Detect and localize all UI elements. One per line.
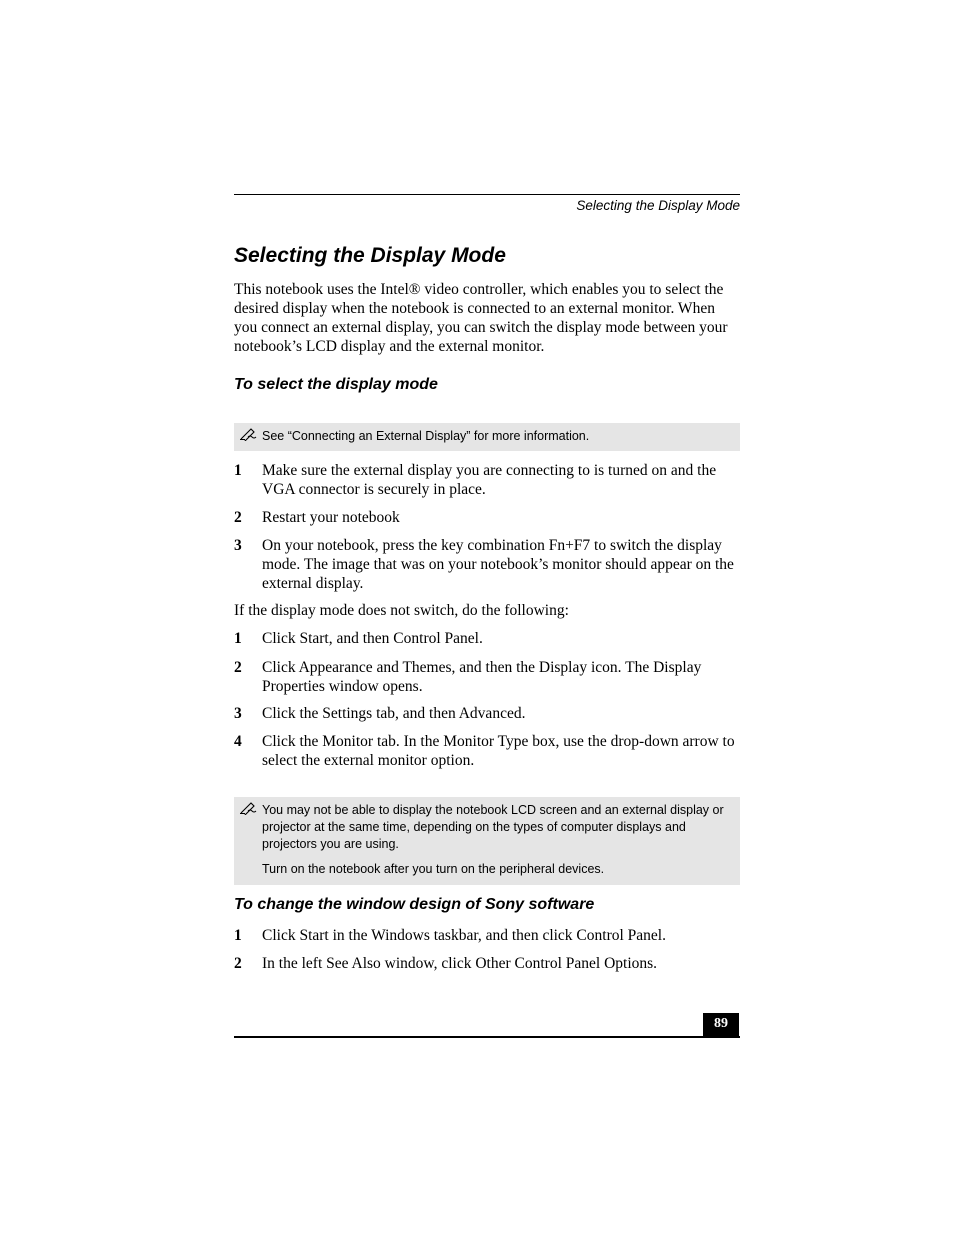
step-item [234,461,740,499]
step-text: Click the Settings tab, and then Advanced. [262,705,526,722]
fallback-intro: If the display mode does not switch, do the following: [234,602,569,619]
note-text: Turn on the notebook after you turn on the peripheral devices. [262,862,605,876]
step-text: Click Start, and then Control Panel. [262,630,483,647]
step-number: 2 [234,955,242,972]
footer-rule [234,1036,740,1038]
note-text: You may not be able to display the notebook LCD screen and an external display or projector at the same time, depending on the types of computer displays and projectors you are using. [262,803,724,851]
step-item [234,704,740,723]
step-number: 1 [234,462,242,479]
step-number: 2 [234,659,242,676]
step-item [234,536,740,593]
step-number: 3 [234,705,242,722]
pencil-note-icon [239,427,257,441]
step-item [234,658,740,696]
step-number: 1 [234,630,242,647]
section-heading-window-design: To change the window design of Sony software [234,896,595,913]
step-number: 4 [234,733,242,750]
step-number: 3 [234,537,242,554]
step-number: 1 [234,927,242,944]
header-rule [234,194,740,195]
step-item [234,732,740,770]
page-title: Selecting the Display Mode [234,244,506,267]
note-box [234,797,740,885]
intro-paragraph: This notebook uses the Intel® video controller, which enables you to select the desired display when the notebook is connected to an external monitor. When you connect an external display, you can switch the display mode between your notebook’s LCD display and the external monitor. [234,281,728,355]
step-text: Click the Monitor tab. In the Monitor Type box, use the drop-down arrow to select the external monitor option. [262,733,735,769]
step-item [234,926,740,945]
note-text: See “Connecting an External Display” for more information. [262,429,590,443]
step-item [234,629,740,648]
running-header: Selecting the Display Mode [576,198,740,213]
step-text: In the left See Also window, click Other Control Panel Options. [262,955,658,972]
note-box [234,423,740,451]
step-text: On your notebook, press the key combination Fn+F7 to switch the display mode. The image that was on your notebook’s monitor should appear on the external display. [262,537,734,592]
step-number: 2 [234,509,242,526]
step-text: Restart your notebook [262,509,400,526]
step-item [234,508,740,527]
page-number: 89 [703,1013,739,1037]
pencil-note-icon [239,801,257,815]
step-text: Make sure the external display you are connecting to is turned on and the VGA connector is securely in place. [262,462,717,498]
section-heading-select-display: To select the display mode [234,376,438,393]
step-item [234,954,740,973]
step-text: Click Start in the Windows taskbar, and then click Control Panel. [262,927,666,944]
step-text: Click Appearance and Themes, and then the Display icon. The Display Properties window opens. [262,659,702,695]
